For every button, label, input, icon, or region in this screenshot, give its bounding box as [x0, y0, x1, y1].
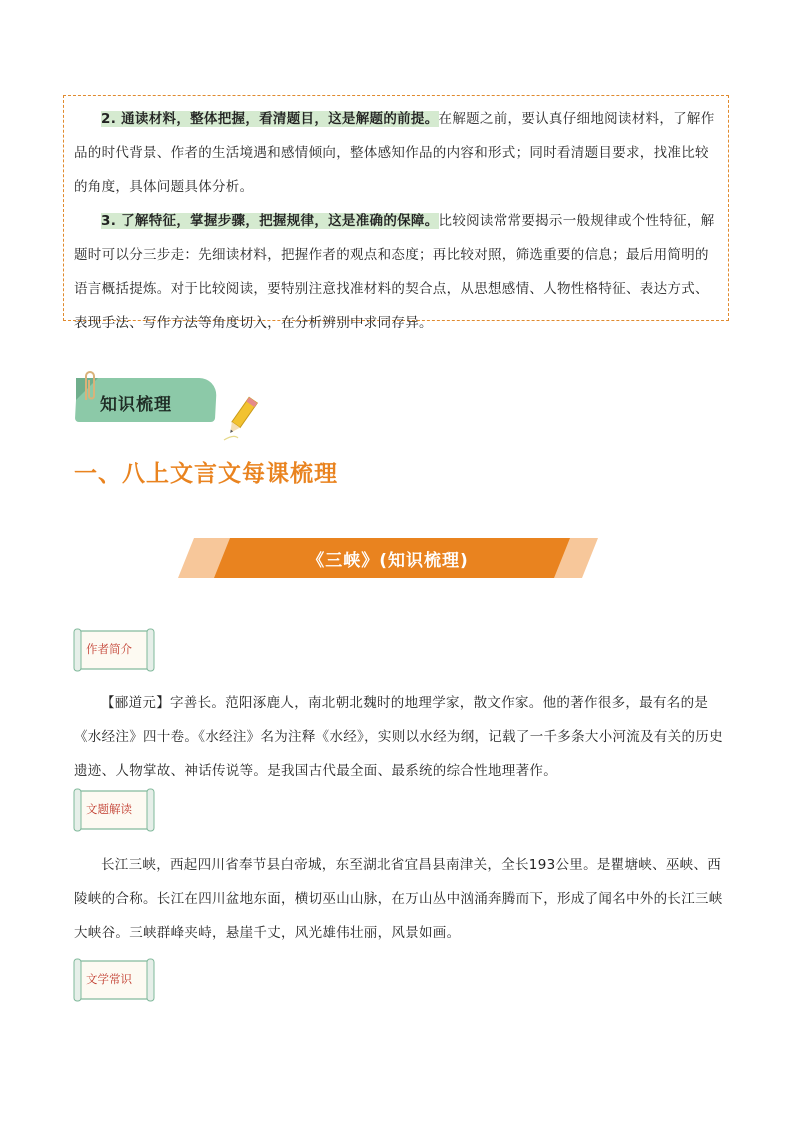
pencil-icon: [222, 394, 258, 444]
page-heading: 一、八上文言文每课梳理: [74, 461, 338, 487]
section-tag-label: 知识梳理: [100, 395, 172, 415]
notes-box: [63, 95, 729, 331]
literature-label-text: 文学常识: [86, 972, 132, 986]
author-label: [72, 628, 156, 672]
note-item-2: [74, 102, 718, 204]
note-item-3-highlight: 3. 了解特征，掌握步骤，把握规律，这是准确的保障。: [101, 213, 439, 229]
title-reading-paragraph: 长江三峡，西起四川省奉节县白帝城，东至湖北省宜昌县南津关，全长193公里。是瞿塘峡、巫峡、西陵峡的合称。长江在四川盆地东面，横切巫山山脉，在万山丛中汹涌奔腾而下，形成了闻名中外的长江三峡大峡谷。三峡群峰夹峙，悬崖千丈，风光雄伟壮丽，风景如画。: [74, 857, 723, 941]
note-item-2-highlight: 2. 通读材料，整体把握，看清题目，这是解题的前提。: [101, 111, 439, 127]
title-reading-label: [72, 788, 156, 832]
note-item-3-text: 比较阅读常常要揭示一般规律或个性特征，解题时可以分三步走：先细读材料，把握作者的观点和态度；再比较对照，筛选重要的信息；最后用简明的语言概括提炼。对于比较阅读，要特别注意找准材料的契合点，从思想感情、人物性格特征、表达方式、表现手法、写作方法等角度切入，在分析辨别中求同存异。: [74, 213, 715, 331]
title-reading-label-text: 文题解读: [86, 802, 132, 816]
literature-label: [72, 958, 156, 1002]
note-item-2-text: 在解题之前，要认真仔细地阅读材料，了解作品的时代背景、作者的生活境遇和感情倾向，整体感知作品的内容和形式；同时看清题目要求，找准比较的角度，具体问题具体分析。: [74, 111, 715, 195]
paperclip-icon: [80, 370, 100, 404]
author-paragraph: 【郦道元】字善长。范阳涿鹿人，南北朝北魏时的地理学家，散文作家。他的著作很多，最有名的是《水经注》四十卷。《水经注》名为注释《水经》，实则以水经为纲，记载了一千多条大小河流及有关的历史遗迹、人物掌故、神话传说等。是我国古代最全面、最系统的综合性地理著作。: [74, 695, 723, 779]
lesson-banner: [178, 538, 598, 578]
section-tag: [72, 378, 262, 448]
banner-title: 《三峡》(知识梳理): [307, 551, 469, 571]
author-label-text: 作者简介: [86, 642, 132, 656]
note-item-3: [74, 204, 718, 340]
